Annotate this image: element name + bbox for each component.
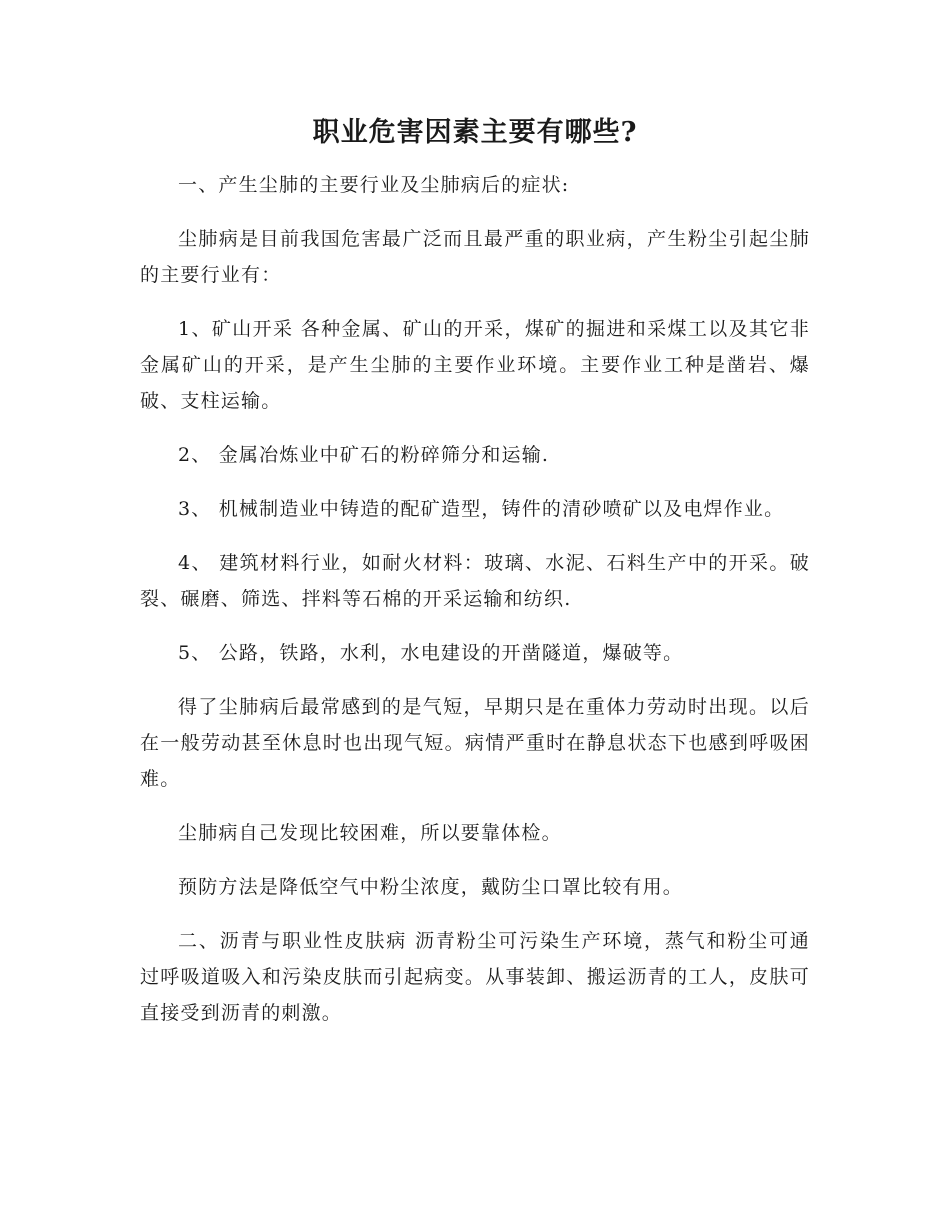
paragraph-section-2-asphalt: 二、沥青与职业性皮肤病 沥青粉尘可污染生产环境，蒸气和粉尘可通过呼吸道吸入和污染皮肤而引起病变。从事装卸、搬运沥青的工人，皮肤可直接受到沥青的刺激。 [140, 930, 810, 1024]
paragraph-item-1-mining: 1、矿山开采 各种金属、矿山的开采，煤矿的掘进和采煤工以及其它非金属矿山的开采，是产生尘肺的主要作业环境。主要作业工种是凿岩、爆破、支柱运输。 [140, 318, 810, 412]
paragraph-detection: 尘肺病自己发现比较困难，所以要靠体检。 [178, 822, 562, 844]
paragraph-symptoms: 得了尘肺病后最常感到的是气短，早期只是在重体力劳动时出现。以后在一般劳动甚至休息时也出现气短。病情严重时在静息状态下也感到呼吸困难。 [140, 696, 810, 790]
paragraph-item-3-machinery: 3、 机械制造业中铸造的配矿造型，铸件的清砂喷矿以及电焊作业。 [178, 498, 785, 520]
paragraph-item-5-construction: 5、 公路，铁路，水利，水电建设的开凿隧道，爆破等。 [178, 642, 684, 664]
document-title: 职业危害因素主要有哪些? [312, 117, 638, 148]
paragraph-item-2-metallurgy: 2、 金属冶炼业中矿石的粉碎筛分和运输. [178, 444, 550, 466]
paragraph-section-1-heading: 一、产生尘肺的主要行业及尘肺病后的症状: [178, 174, 570, 196]
paragraph-prevention: 预防方法是降低空气中粉尘浓度，戴防尘口罩比较有用。 [178, 876, 684, 898]
paragraph-item-4-building-materials: 4、 建筑材料行业，如耐火材料：玻璃、水泥、石料生产中的开采。破裂、碾磨、筛选、拌料等石棉的开采运输和纺织. [140, 552, 810, 610]
paragraph-pneumoconiosis-intro: 尘肺病是目前我国危害最广泛而且最严重的职业病，产生粉尘引起尘肺的主要行业有： [140, 228, 810, 286]
